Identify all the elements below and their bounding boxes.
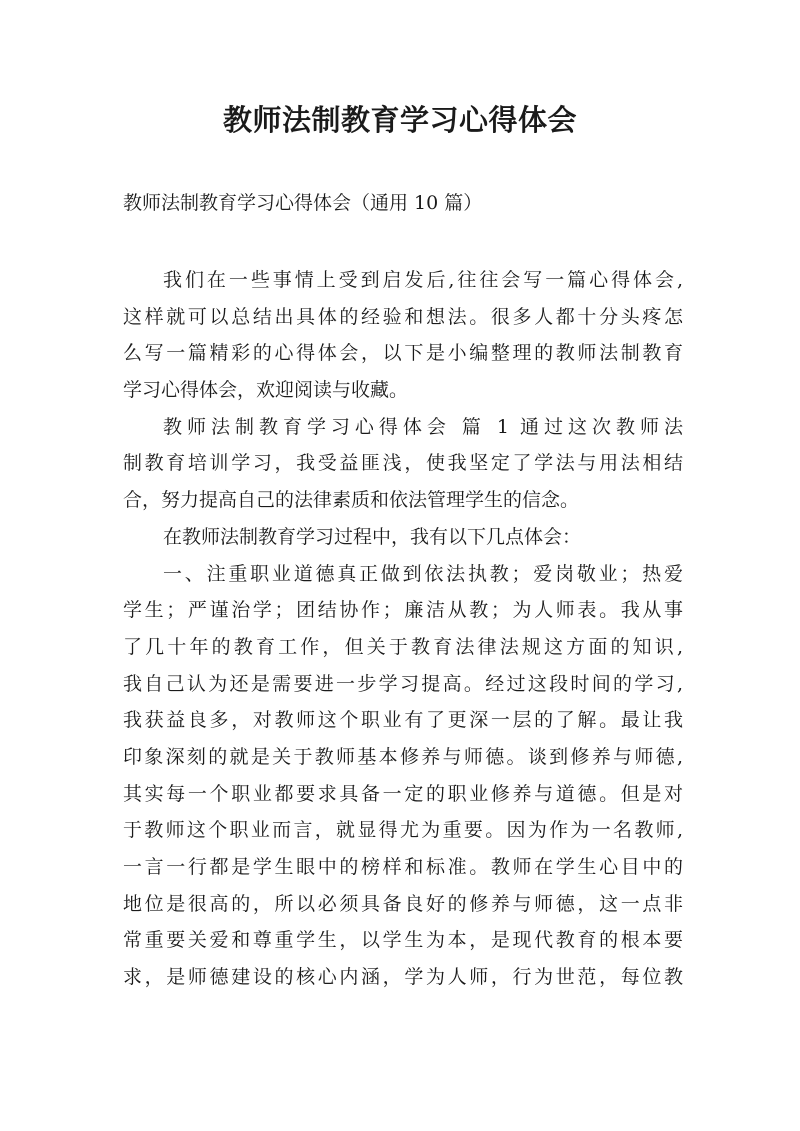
paragraph-line: 我们在一些事情上受到启发后,往往会写一篇心得体会, <box>163 269 683 291</box>
paragraph-line: 么写一篇精彩的心得体会，以下是小编整理的教师法制教育 <box>123 342 683 365</box>
paragraph-line: 了几十年的教育工作，但关于教育法律法规这方面的知识, <box>123 635 683 658</box>
paragraph-line: 在教师法制教育学习过程中，我有以下几点体会： <box>163 525 582 548</box>
paragraph-line: 学生；严谨治学；团结协作；廉洁从教；为人师表。我从事 <box>123 599 683 622</box>
paragraph-line: 于教师这个职业而言，就显得尤为重要。因为作为一名教师, <box>123 819 683 842</box>
paragraph-line: 我自己认为还是需要进一步学习提高。经过这段时间的学习, <box>123 672 683 695</box>
paragraph-line: 地位是很高的，所以必须具备良好的修养与师德，这一点非 <box>123 892 683 915</box>
document-subtitle: 教师法制教育学习心得体会（通用 10 篇） <box>123 192 483 214</box>
paragraph-line: 我获益良多，对教师这个职业有了更深一层的了解。最让我 <box>123 709 683 732</box>
paragraph-line: 印象深刻的就是关于教师基本修养与师德。谈到修养与师德, <box>123 745 683 768</box>
paragraph-line: 这样就可以总结出具体的经验和想法。很多人都十分头疼怎 <box>123 305 683 328</box>
paragraph-line: 教师法制教育学习心得体会 篇 1 通过这次教师法 <box>163 415 683 438</box>
document-body <box>123 262 683 996</box>
document-title: 教师法制教育学习心得体会 <box>222 103 577 137</box>
paragraph-line: 学习心得体会，欢迎阅读与收藏。 <box>123 379 409 402</box>
paragraph-line: 一言一行都是学生眼中的榜样和标准。教师在学生心目中的 <box>123 856 683 878</box>
paragraph-line: 一、注重职业道德真正做到依法执教；爱岗敬业；热爱 <box>163 562 683 585</box>
paragraph-line: 求，是师德建设的核心内涵，学为人师，行为世范，每位教 <box>123 966 683 989</box>
paragraph-line: 其实每一个职业都要求具备一定的职业修养与道德。但是对 <box>123 782 683 805</box>
paragraph-line: 制教育培训学习，我受益匪浅，使我坚定了学法与用法相结 <box>123 452 683 475</box>
paragraph-line: 常重要关爱和尊重学生，以学生为本，是现代教育的根本要 <box>123 929 683 952</box>
paragraph-line: 合，努力提高自己的法律素质和依法管理学生的信念。 <box>123 489 580 512</box>
